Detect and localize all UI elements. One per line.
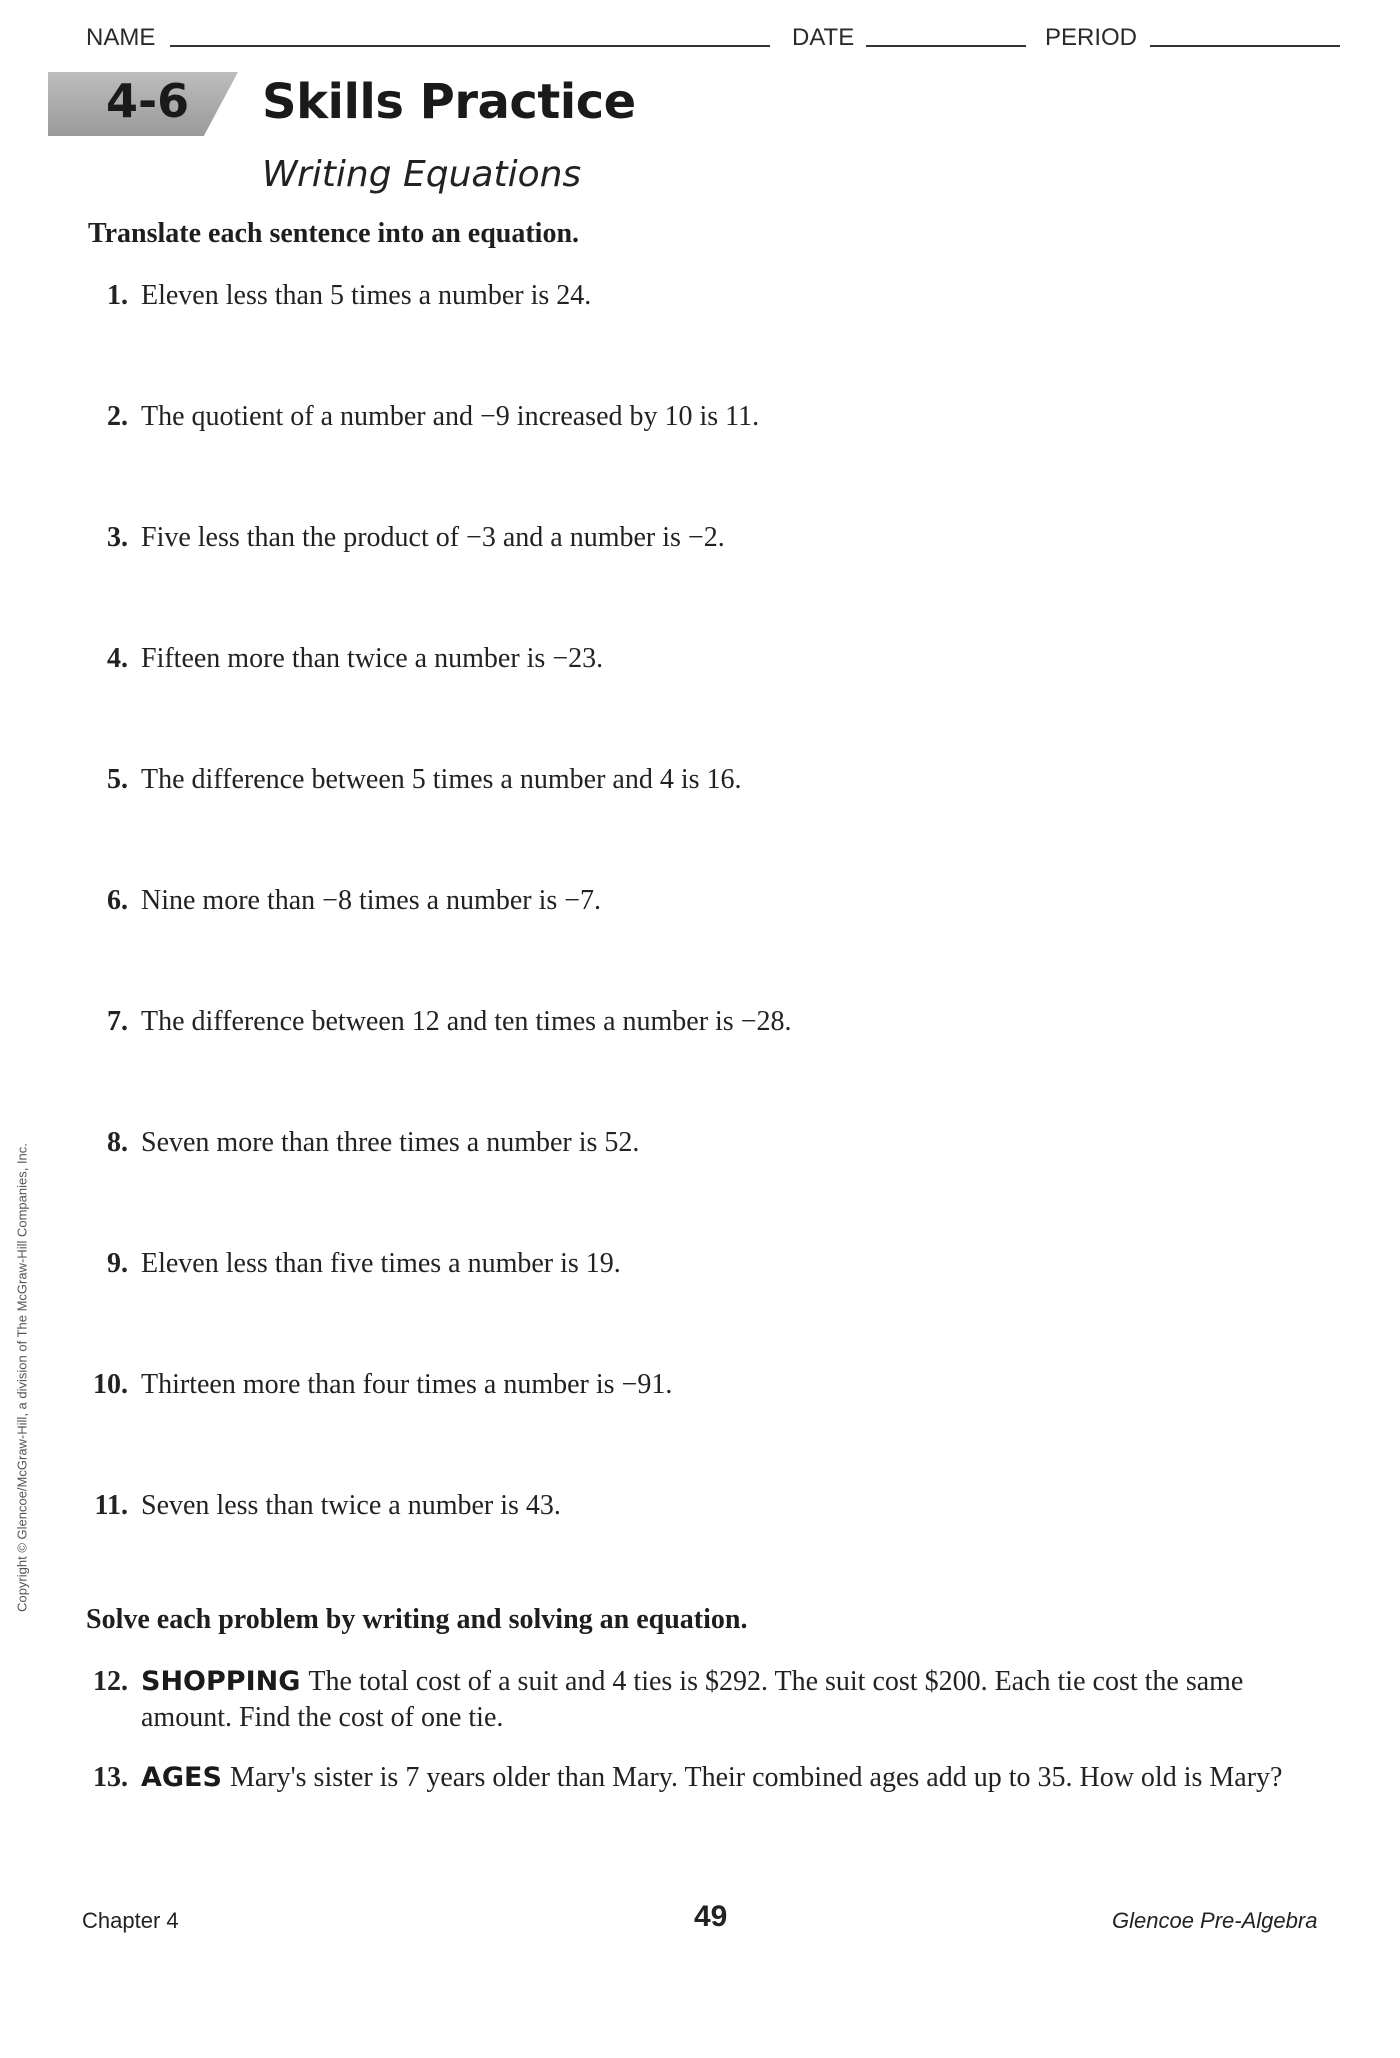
problem-keyword: SHOPPING xyxy=(141,1666,301,1697)
exercise-text: Eleven less than 5 times a number is 24. xyxy=(141,280,592,311)
word-problem-text xyxy=(141,1664,1341,1736)
exercise-text: Eleven less than five times a number is 19. xyxy=(141,1248,621,1279)
exercise-number: 1. xyxy=(107,280,128,311)
copyright-side-note: Copyright © Glencoe/McGraw-Hill, a division of The McGraw-Hill Companies, Inc. xyxy=(14,1143,30,1612)
page-title: Skills Practice xyxy=(262,74,636,130)
footer-chapter: Chapter 4 xyxy=(82,1908,179,1933)
exercise-text: Five less than the product of −3 and a number is −2. xyxy=(141,522,725,553)
exercise-text: Seven more than three times a number is 52. xyxy=(141,1127,640,1158)
footer-book-title: Glencoe Pre-Algebra xyxy=(1112,1908,1318,1933)
exercise-number: 7. xyxy=(107,1006,128,1037)
exercise-text: Nine more than −8 times a number is −7. xyxy=(141,885,602,916)
exercise-text: Thirteen more than four times a number is −91. xyxy=(141,1369,673,1400)
exercise-text: Fifteen more than twice a number is −23. xyxy=(141,643,604,674)
exercise-text: The difference between 5 times a number and 4 is 16. xyxy=(141,764,742,795)
name-label: NAME xyxy=(86,24,156,51)
section-1-instruction: Translate each sentence into an equation. xyxy=(88,218,580,249)
page-subtitle: Writing Equations xyxy=(262,154,582,195)
lesson-number: 4-6 xyxy=(106,74,190,128)
problem-body: Mary's sister is 7 years older than Mary. Their combined ages add up to 35. How old is Mary? xyxy=(229,1762,1283,1793)
exercise-number: 10. xyxy=(93,1369,128,1400)
name-field-line[interactable] xyxy=(170,45,770,47)
exercise-number: 9. xyxy=(107,1248,128,1279)
exercise-number: 4. xyxy=(107,643,128,674)
section-2-instruction: Solve each problem by writing and solving an equation. xyxy=(86,1604,748,1635)
date-field-line[interactable] xyxy=(866,45,1026,47)
period-label: PERIOD xyxy=(1045,24,1138,51)
word-problem-text xyxy=(141,1760,1341,1796)
exercise-number: 5. xyxy=(107,764,128,795)
exercise-number: 11. xyxy=(94,1490,128,1521)
problem-keyword: AGES xyxy=(141,1762,222,1793)
period-field-line[interactable] xyxy=(1150,45,1340,47)
exercise-number: 3. xyxy=(107,522,128,553)
exercise-number: 13. xyxy=(93,1762,128,1793)
page-number: 49 xyxy=(694,1900,728,1933)
exercise-number: 8. xyxy=(107,1127,128,1158)
exercise-text: Seven less than twice a number is 43. xyxy=(141,1490,561,1521)
exercise-text: The difference between 12 and ten times a number is −28. xyxy=(141,1006,792,1037)
problem-body: The total cost of a suit and 4 ties is $292. The suit cost $200. Each tie cost the same amount. Find the cost of one tie. xyxy=(141,1666,1244,1733)
exercise-number: 6. xyxy=(107,885,128,916)
date-label: DATE xyxy=(792,24,855,51)
exercise-number: 2. xyxy=(107,401,128,432)
exercise-number: 12. xyxy=(93,1666,128,1697)
exercise-text: The quotient of a number and −9 increased by 10 is 11. xyxy=(141,401,760,432)
